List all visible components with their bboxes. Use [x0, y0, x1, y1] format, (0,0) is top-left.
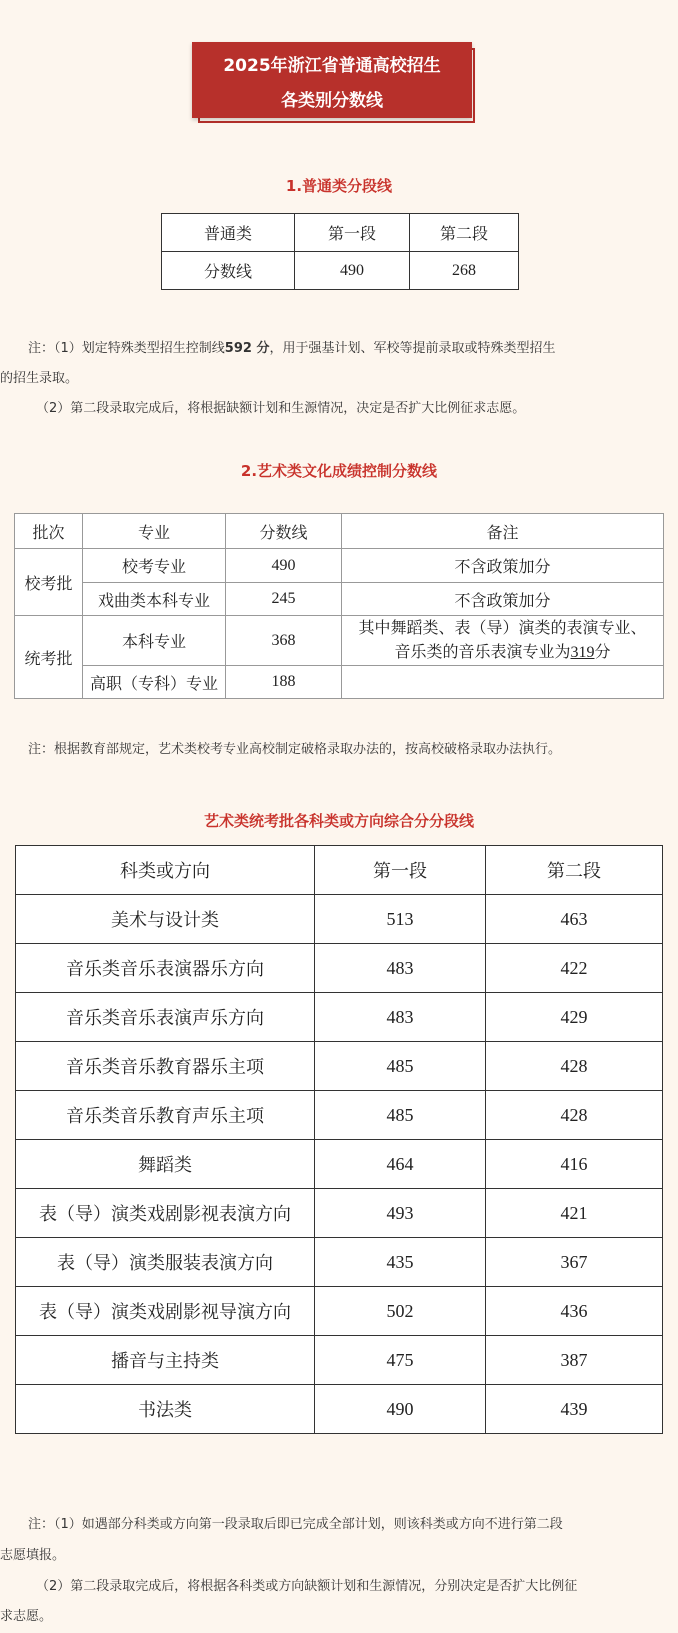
table-cell: 分数线 [162, 252, 295, 290]
table-row [16, 1140, 663, 1189]
table-cell: 483 [315, 993, 486, 1042]
table-cell: 245 [226, 583, 342, 616]
remark-score: 319 [570, 643, 595, 661]
table-cell: 416 [486, 1140, 663, 1189]
table-cell: 舞蹈类 [16, 1140, 315, 1189]
table-cell: 不含政策加分 [342, 583, 664, 616]
art-exam-score-table [15, 845, 663, 1434]
table-row [15, 616, 664, 666]
remark-line-2: 音乐类的音乐表演专业为319分 [394, 643, 611, 661]
note1-prefix: 注：（1）划定特殊类型招生控制线 [28, 341, 225, 356]
table-row [16, 944, 663, 993]
note1-suffix: ，用于强基计划、军校等提前录取或特殊类型招生 [269, 341, 556, 356]
table-cell: 485 [315, 1042, 486, 1091]
table-cell: 422 [486, 944, 663, 993]
table-cell: 校考批 [15, 549, 83, 616]
table-cell: 490 [315, 1385, 486, 1434]
table-cell: 268 [410, 252, 519, 290]
table-row [16, 1042, 663, 1091]
table-cell: 不含政策加分 [342, 549, 664, 583]
table-cell: 387 [486, 1336, 663, 1385]
banner-box [192, 42, 472, 118]
table-cell: 463 [486, 895, 663, 944]
section1-title: 1.普通类分段线 [285, 177, 393, 195]
table-cell: 普通类 [162, 214, 295, 252]
table-row [16, 993, 663, 1042]
art-culture-table [14, 513, 664, 699]
table-cell: 分数线 [226, 514, 342, 549]
table-cell: 475 [315, 1336, 486, 1385]
note2: 注：根据教育部规定，艺术类校考专业高校制定破格录取办法的，按高校破格录取办法执行。 [28, 742, 562, 757]
note1-line2: 的招生录取。 [0, 371, 79, 386]
table-cell: 音乐类音乐表演声乐方向 [16, 993, 315, 1042]
table-row [162, 214, 519, 252]
table-cell: 439 [486, 1385, 663, 1434]
table-row [16, 1287, 663, 1336]
table-cell [342, 666, 664, 699]
title-banner [192, 42, 477, 124]
table-cell: 校考专业 [83, 549, 226, 583]
table-cell: 436 [486, 1287, 663, 1336]
table-cell: 493 [315, 1189, 486, 1238]
table-cell: 第一段 [315, 846, 486, 895]
table-row [16, 846, 663, 895]
table-cell: 428 [486, 1042, 663, 1091]
table-row [15, 583, 664, 616]
table-cell: 音乐类音乐教育器乐主项 [16, 1042, 315, 1091]
table-cell [342, 616, 664, 666]
table-cell: 科类或方向 [16, 846, 315, 895]
note1-line3: （2）第二段录取完成后，将根据缺额计划和生源情况，决定是否扩大比例征求志愿。 [36, 401, 526, 416]
note3-line2: 志愿填报。 [0, 1548, 66, 1563]
table-cell: 书法类 [16, 1385, 315, 1434]
note3-line3: （2）第二段录取完成后，将根据各科类或方向缺额计划和生源情况，分别决定是否扩大比例征 [36, 1579, 578, 1594]
table-row [162, 252, 519, 290]
table-cell: 368 [226, 616, 342, 666]
table-cell: 435 [315, 1238, 486, 1287]
table-cell: 421 [486, 1189, 663, 1238]
table-cell: 367 [486, 1238, 663, 1287]
table-cell: 188 [226, 666, 342, 699]
table-row [16, 1336, 663, 1385]
banner-line-1: 2025年浙江省普通高校招生 [223, 56, 441, 76]
table-cell: 音乐类音乐表演器乐方向 [16, 944, 315, 993]
table-row [15, 514, 664, 549]
table-cell: 音乐类音乐教育声乐主项 [16, 1091, 315, 1140]
table-cell: 464 [315, 1140, 486, 1189]
table-cell: 统考批 [15, 616, 83, 699]
table-row [16, 1189, 663, 1238]
table-cell: 美术与设计类 [16, 895, 315, 944]
table-cell: 本科专业 [83, 616, 226, 666]
table-cell: 批次 [15, 514, 83, 549]
table-cell: 表（导）演类服装表演方向 [16, 1238, 315, 1287]
table-cell: 第二段 [410, 214, 519, 252]
table-cell: 第二段 [486, 846, 663, 895]
note1-line1 [0, 336, 678, 362]
table-cell: 490 [295, 252, 410, 290]
table-cell: 播音与主持类 [16, 1336, 315, 1385]
table-row [16, 1385, 663, 1434]
table-cell: 485 [315, 1091, 486, 1140]
note1-score: 592 分 [224, 341, 270, 356]
note3-line4: 求志愿。 [0, 1609, 53, 1624]
table-row [15, 549, 664, 583]
table-cell: 高职（专科）专业 [83, 666, 226, 699]
table-cell: 戏曲类本科专业 [83, 583, 226, 616]
table-row [16, 1238, 663, 1287]
table-row [16, 1091, 663, 1140]
table-cell: 第一段 [295, 214, 410, 252]
note3-line1: 注：（1）如遇部分科类或方向第一段录取后即已完成全部计划，则该科类或方向不进行第二段 [28, 1517, 563, 1532]
table-cell: 428 [486, 1091, 663, 1140]
table-cell: 429 [486, 993, 663, 1042]
table-cell: 490 [226, 549, 342, 583]
table-cell: 表（导）演类戏剧影视表演方向 [16, 1189, 315, 1238]
table-cell: 备注 [342, 514, 664, 549]
table-row [16, 895, 663, 944]
table-cell: 专业 [83, 514, 226, 549]
table-cell: 483 [315, 944, 486, 993]
table-cell: 513 [315, 895, 486, 944]
section3-title: 艺术类统考批各科类或方向综合分分段线 [203, 812, 474, 830]
table-row [15, 666, 664, 699]
table-cell: 502 [315, 1287, 486, 1336]
section2-title: 2.艺术类文化成绩控制分数线 [240, 462, 438, 480]
remark-line-1: 其中舞蹈类、表（导）演类的表演专业、 [358, 619, 647, 637]
table-cell: 表（导）演类戏剧影视导演方向 [16, 1287, 315, 1336]
general-score-table [161, 213, 519, 290]
banner-line-2: 各类别分数线 [281, 91, 383, 111]
